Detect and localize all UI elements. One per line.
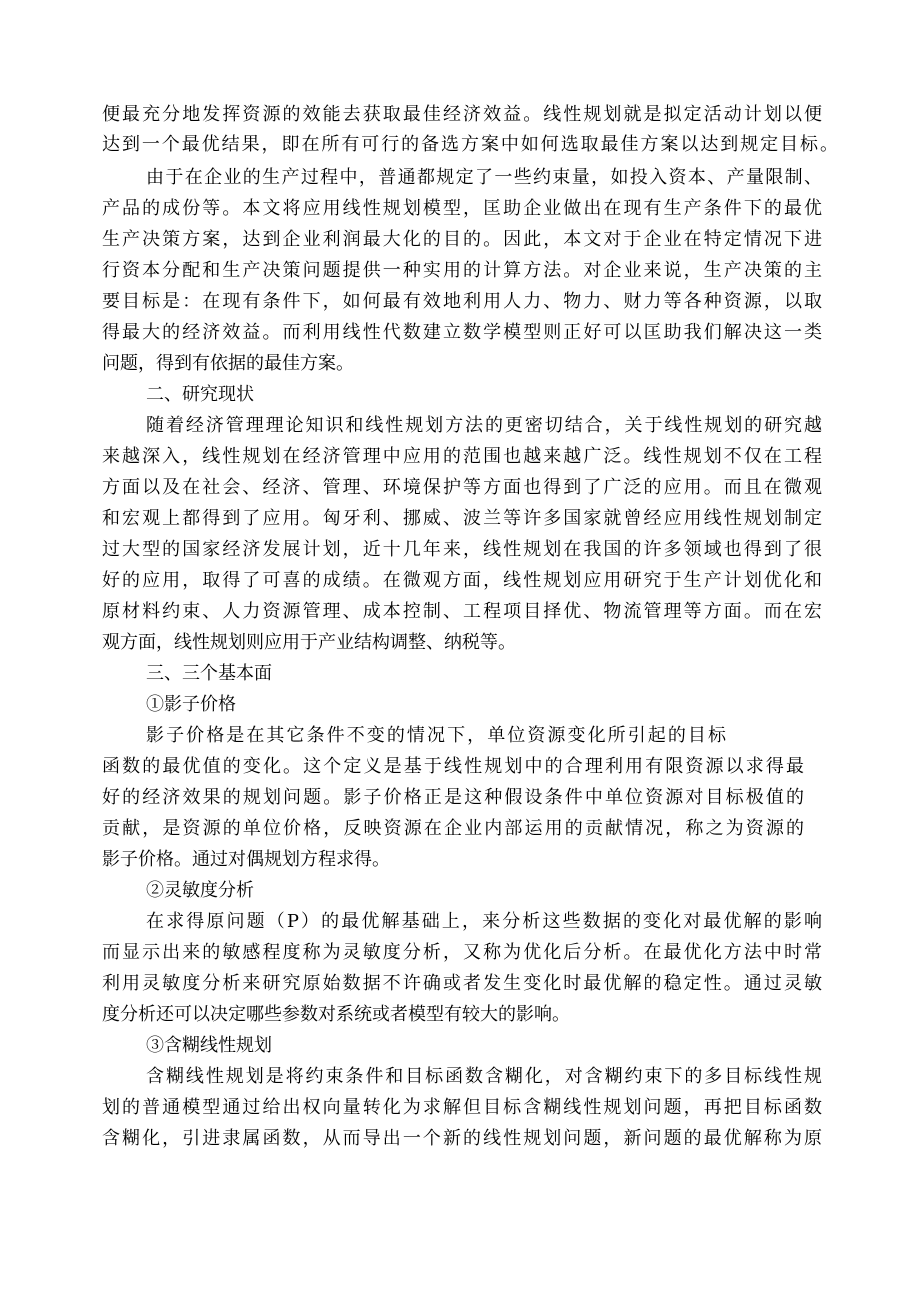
text-line: 好的应用，取得了可喜的成绩。在微观方面，线性规划应用研究于生产计划优化和 xyxy=(102,570,822,591)
text-line: 含糊化，引进隶属函数，从而导出一个新的线性规划问题，新问题的最优解称为原 xyxy=(102,1128,822,1149)
paragraph-first-line: 含糊线性规划是将约束条件和目标函数含糊化，对含糊约束下的多目标线性规 xyxy=(146,1066,822,1087)
paragraph-first-line: 随着经济管理理论知识和线性规划方法的更密切结合，关于线性规划的研究越 xyxy=(146,415,822,436)
text-line: 过大型的国家经济发展计划，近十几年来，线性规划在我国的许多领域也得到了很 xyxy=(102,539,822,560)
text-line: 便最充分地发挥资源的效能去获取最佳经济效益。线性规划就是拟定活动计划以便 xyxy=(102,104,822,125)
text-line: 而显示出来的敏感程度称为灵敏度分析，又称为优化后分析。在最优化方法中时常 xyxy=(102,942,822,963)
text-line: 产品的成份等。本文将应用线性规划模型，匡助企业做出在现有生产条件下的最优 xyxy=(102,198,822,219)
text-line: 方面以及在社会、经济、管理、环境保护等方面也得到了广泛的应用。而且在微观 xyxy=(102,477,822,498)
text-line: 得最大的经济效益。而利用线性代数建立数学模型则正好可以匡助我们解决这一类 xyxy=(102,322,822,343)
paragraph-last-line: 度分析还可以决定哪些参数对系统或者模型有较大的影响。 xyxy=(102,1004,570,1025)
paragraph-first-line: 在求得原问题（P）的最优解基础上，来分析这些数据的变化对最优解的影响 xyxy=(146,911,822,932)
paragraph-last-line: 问题，得到有依据的最佳方案。 xyxy=(102,353,354,374)
paragraph-last-line: 观方面，线性规划则应用于产业结构调整、纳税等。 xyxy=(102,632,516,653)
text-line: 和宏观上都得到了应用。匈牙利、挪威、波兰等许多国家就曾经应用线性规划制定 xyxy=(102,508,822,529)
subsection-heading: ①影子价格 xyxy=(146,694,236,715)
text-line: 要目标是：在现有条件下，如何最有效地利用人力、物力、财力等各种资源，以取 xyxy=(102,291,822,312)
text-line: 划的普通模型通过给出权向量转化为求解但目标含糊线性规划问题，再把目标函数 xyxy=(102,1097,822,1118)
section-heading: 二、研究现状 xyxy=(146,384,254,405)
paragraph-first-line: 影子价格是在其它条件不变的情况下，单位资源变化所引起的目标 xyxy=(146,725,726,746)
section-heading: 三、三个基本面 xyxy=(146,663,272,684)
text-line: 生产决策方案，达到企业利润最大化的目的。因此，本文对于企业在特定情况下进 xyxy=(102,229,822,250)
text-line: 来越深入，线性规划在经济管理中应用的范围也越来越广泛。线性规划不仅在工程 xyxy=(102,446,822,467)
paragraph-first-line: 由于在企业的生产过程中，普通都规定了一些约束量，如投入资本、产量限制、 xyxy=(146,167,822,188)
text-line: 贡献，是资源的单位价格，反映资源在企业内部运用的贡献情况，称之为资源的 xyxy=(102,818,804,839)
subsection-heading: ②灵敏度分析 xyxy=(146,880,254,901)
text-line: 原材料约束、人力资源管理、成本控制、工程项目择优、物流管理等方面。而在宏 xyxy=(102,601,822,622)
subsection-heading: ③含糊线性规划 xyxy=(146,1035,272,1056)
text-line: 好的经济效果的规划问题。影子价格正是这种假设条件中单位资源对目标极值的 xyxy=(102,787,804,808)
text-line: 达到一个最优结果，即在所有可行的备选方案中如何选取最佳方案以达到规定目标。 xyxy=(102,134,838,155)
text-line: 利用灵敏度分析来研究原始数据不许确或者发生变化时最优解的稳定性。通过灵敏 xyxy=(102,973,822,994)
text-line: 函数的最优值的变化。这个定义是基于线性规划中的合理利用有限资源以求得最 xyxy=(102,756,804,777)
paragraph-last-line: 影子价格。通过对偶规划方程求得。 xyxy=(102,849,390,870)
text-line: 行资本分配和生产决策问题提供一种实用的计算方法。对企业来说，生产决策的主 xyxy=(102,260,822,281)
